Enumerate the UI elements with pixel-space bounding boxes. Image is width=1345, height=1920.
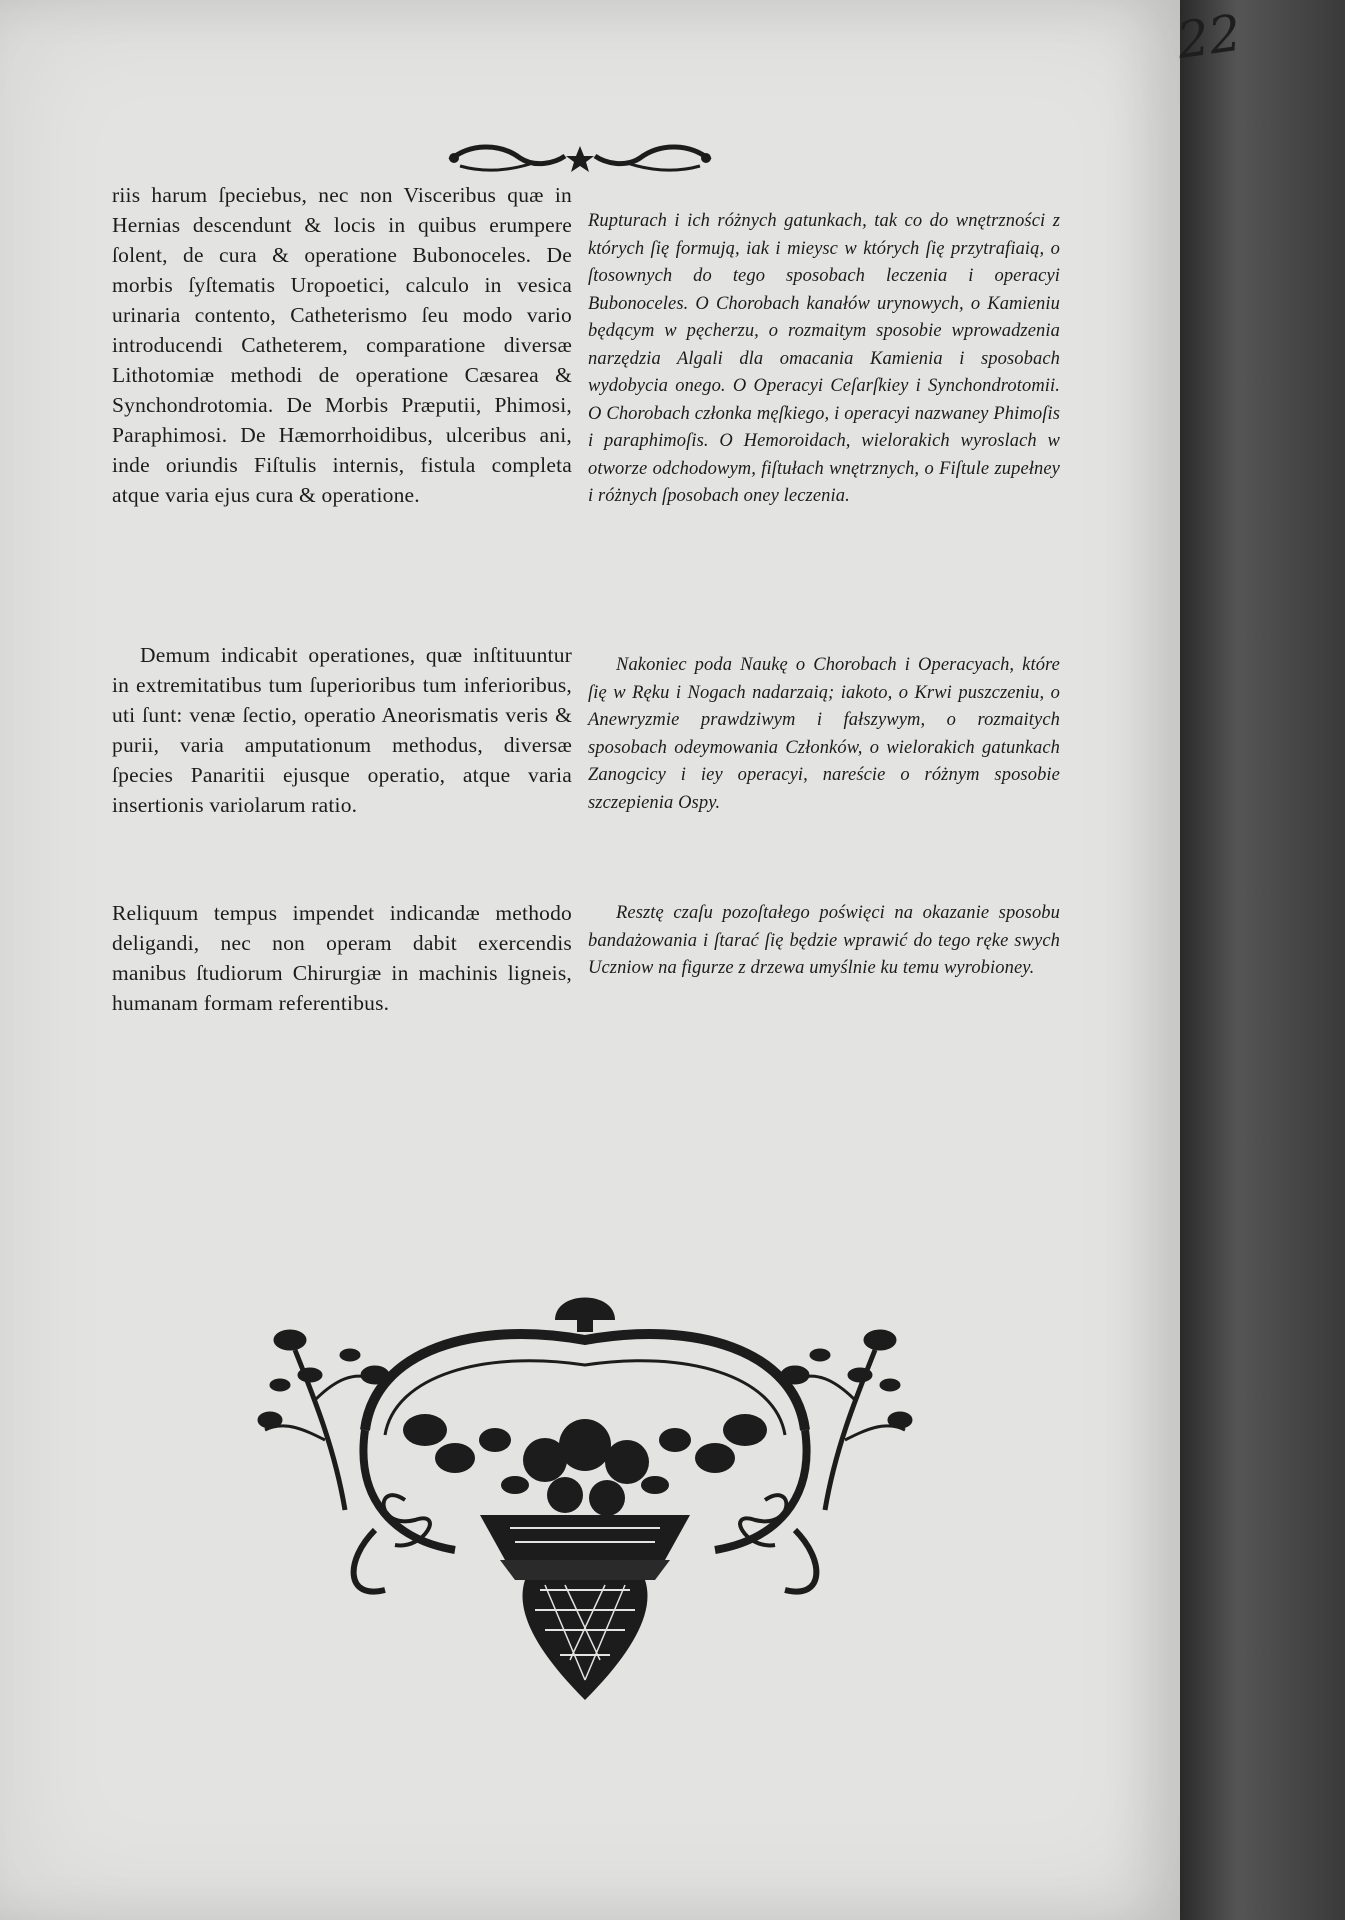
basket-icon xyxy=(480,1515,690,1700)
polish-paragraph-1: Rupturach i ich różnych gatunkach, tak co do wnętrzności z których ſię formują, iak i mieysc w których ſię przytrafiaią, o ſtosownych do tego sposobach leczenia i operacyi Bubonoceles. O Chorobach kanałów urynowych, o Kamieniu będącym w pęcherzu, o rozmaitym sposobie wprowadzenia narzędzia Algali dla omacania Kamienia i sposobach wydobycia onego. O Operacyi Ceſarſkiey i Synchondrotomii. O Chorobach członka męſkiego, i operacyi nazwaney Phimoſis i paraphimoſis. O Hemoroidach, wielorakich wyroslach w otworze odchodowym, fiſtułach wnętrznych, o Fiſtule zupełney i różnych ſposobach oney leczenia. xyxy=(588,211,1060,506)
headpiece-ornament xyxy=(440,138,720,178)
polish-column-part-2 xyxy=(588,652,1060,817)
shell-icon xyxy=(555,1298,615,1333)
polish-column xyxy=(588,208,1060,511)
page-number: 22 xyxy=(1173,3,1245,70)
latin-column-part-2 xyxy=(112,640,572,820)
page-edge-shadow xyxy=(1180,0,1345,1920)
latin-column xyxy=(112,180,572,510)
latin-paragraph-1: riis harum ſpeciebus, nec non Visceribus quæ in Hernias descendunt & locis in quibus erumpere ſolent, de cura & operatione Bubonoceles. De morbis ſyſtematis Uropoetici, calculo in vesica urinaria contento, Catheterismo ſeu modo vario introducendi Catheterem, comparatione diversæ Lithotomiæ methodi de operatione Cæsarea & Synchondrotomia. De Morbis Præputii, Phimosi, Paraphimosi. De Hæmorrhoidibus, ulceribus ani, inde oriundis Fiſtulis internis, fistula completa atque varia ejus cura & operatione. xyxy=(112,183,572,507)
flower-basket-vignette xyxy=(255,1280,915,1720)
polish-paragraph-2: Nakoniec poda Naukę o Chorobach i Operacyach, które ſię w Ręku i Nogach nadarzaią; iakoto, o Krwi puszczeniu, o Anewryzmie prawdziwym i fałszywym, o rozmaitych sposobach odeymowania Członków, o wielorakich gatunkach Zanogcicy i iey operacyi, nareście o różnym sposobie szczepienia Ospy. xyxy=(588,655,1060,813)
polish-paragraph-3: Resztę czaſu pozoſtałego poświęci na okazanie sposobu bandażowania i ſtarać ſię będzie wprawić do tego ręke swych Uczniow na figurze z drzewa umyślnie ku temu wyrobioney. xyxy=(588,903,1060,978)
polish-column-part-3 xyxy=(588,900,1060,983)
flowers-icon xyxy=(501,1419,669,1516)
latin-column-part-3 xyxy=(112,898,572,1018)
latin-paragraph-2: Demum indicabit operationes, quæ inſtituuntur in extremitatibus tum ſuperioribus tum inferioribus, uti ſunt: venæ ſectio, operatio Aneorismatis veris & purii, varia amputationum methodus, diversæ ſpecies Panaritii ejusque operatio, atque varia insertionis variolarum ratio. xyxy=(112,643,572,817)
latin-paragraph-3: Reliquum tempus impendet indicandæ methodo deligandi, nec non operam dabit exercendis manibus ſtudiorum Chirurgiæ in machinis ligneis, humanam formam referentibus. xyxy=(112,901,572,1015)
